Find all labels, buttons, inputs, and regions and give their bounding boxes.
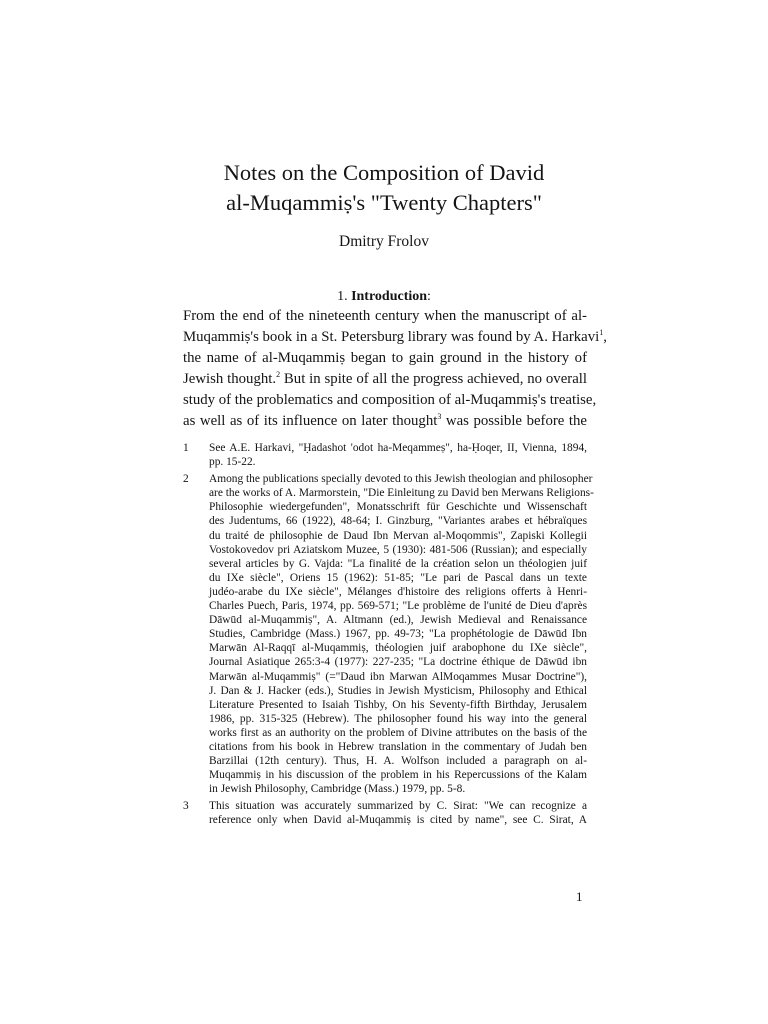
footnote-line: Journal Asiatique 265:3-4 (1977): 227-235; "La doctrine éthique de Dāwūd ibn <box>209 656 587 669</box>
footnote-line: Among the publications specially devoted to this Jewish theologian and philosopher <box>209 473 593 486</box>
footnote-line: pp. 15-22. <box>209 456 256 469</box>
footnote-number: 1 <box>183 442 189 454</box>
section-number: 1. <box>337 289 348 304</box>
footnote-number: 2 <box>183 473 189 486</box>
footnote-line: du IXe siècle", Oriens 15 (1962): 51-85; "Le pari de Pascal dans un texte <box>209 571 587 584</box>
body-line: Muqammiṣ's book in a St. Petersburg library was found by A. Harkavi$^1$, <box>183 328 607 345</box>
footnote-line: Studies, Cambridge (Mass.) 1967, pp. 49-73; "La prophétologie de Dāwūd Ibn <box>209 628 587 641</box>
section-colon: : <box>427 289 431 304</box>
footnote-line: Marwān Al-Raqqī al-Muqammiṣ, théologien juif arabophone du IXe siècle", <box>209 642 587 655</box>
footnote-line: Charles Puech, Paris, 1974, pp. 569-571; "Le problème de l'unité de Dieu d'après <box>209 600 587 613</box>
footnote-line: several articles by G. Vajda: "La finalité de la création selon un théologien juif <box>209 557 587 570</box>
footnote-line: reference only when David al-Muqammiṣ is cited by name", see C. Sirat, A <box>209 814 587 827</box>
footnote-3 <box>183 799 587 827</box>
footnote-line: Literature Presented to Isaiah Tishby, On his Seventy-fifth Birthday, Jerusalem <box>209 698 587 711</box>
title-line-1: Notes on the Composition of David <box>223 160 545 185</box>
footnote-1 <box>183 441 587 469</box>
footnotes <box>183 441 594 828</box>
footnote-line: des Judentums, 66 (1922), 48-64; I. Ginzburg, "Variantes arabes et hébraïques <box>209 515 587 528</box>
title-line-2: al-Muqammiṣ's "Twenty Chapters" <box>226 190 542 215</box>
body-line: as well as of its influence on later thought$^3$ was possible before the <box>183 412 587 429</box>
footnote-line: works first as an authority on the problem of Divine attributes on the basis of the <box>209 726 587 739</box>
footnote-line: Muqammiṣ in his discussion of the problem in his Repercussions of the Kalam <box>209 769 587 782</box>
footnote-line: This situation was accurately summarized by C. Sirat: "We can recognize a <box>209 800 587 813</box>
page-number: 1 <box>576 889 583 904</box>
footnote-ref-2[interactable]: 2 <box>276 370 281 380</box>
footnote-line: du traité de philosophie de Daud Ibn Mervan al-Moqommis", Zapiski Kollegii <box>209 529 587 542</box>
body-line: study of the problematics and composition of al-Muqammiṣ's treatise, <box>183 392 597 408</box>
footnote-text <box>209 799 587 827</box>
footnote-text <box>209 441 587 469</box>
paper-title <box>150 158 618 218</box>
section-title: Introduction <box>351 289 428 304</box>
footnote-2 <box>183 472 594 796</box>
body-line: Jewish thought.$^2$ But in spite of all the progress achieved, no overall <box>183 370 587 387</box>
footnote-line: Marwān al-Muqammiṣ" (="Daud ibn Marwan AlMoqammes Musar Doctrine"), <box>209 670 587 683</box>
footnote-line: are the works of A. Marmorstein, "Die Einleitung zu David ben Merwans Religions- <box>209 487 594 500</box>
body-paragraph <box>183 306 607 432</box>
footnote-number: 3 <box>183 800 189 813</box>
footnote-line: 1986, pp. 315-325 (Hebrew). The philosopher found his way into the general <box>209 712 587 725</box>
footnote-ref-1[interactable]: 1 <box>599 328 604 338</box>
footnote-line: Dāwūd al-Muqammiṣ", A. Altmann (ed.), Jewish Medieval and Renaissance <box>209 614 587 627</box>
footnote-ref-3[interactable]: 3 <box>437 412 442 422</box>
section-heading <box>0 289 768 305</box>
footnote-line: See A.E. Harkavi, "Ḥadashot 'odot ha-Meqammeṣ", ha-Ḥoqer, II, Vienna, 1894, <box>209 442 587 454</box>
body-line: From the end of the nineteenth century when the manuscript of al- <box>183 308 587 324</box>
footnote-line: J. Dan & J. Hacker (eds.), Studies in Jewish Mysticism, Philosophy and Ethical <box>209 684 587 697</box>
body-line: the name of al-Muqammiṣ began to gain ground in the history of <box>183 350 587 366</box>
footnote-line: Vostokovedov pri Aziatskom Muzee, 5 (1930): 481-506 (Russian); and especially <box>209 543 587 556</box>
footnote-line: Barzillai (12th century). Thus, H. A. Wolfson included a paragraph on al- <box>209 755 587 768</box>
footnote-text <box>209 472 594 796</box>
footnote-line: in Jewish Philosophy, Cambridge (Mass.) 1979, pp. 5-8. <box>209 783 466 796</box>
footnote-line: Philosophie wiedergefunden", Monatsschrift für Geschichte und Wissenschaft <box>209 501 587 514</box>
footnote-line: citations from his book in Hebrew translation in the commentary of Judah ben <box>209 740 587 753</box>
author-name: Dmitry Frolov <box>339 233 429 250</box>
footnote-line: judéo-arabe du IXe siècle", Mélanges d'histoire des religions offerts à Henri- <box>209 585 587 598</box>
